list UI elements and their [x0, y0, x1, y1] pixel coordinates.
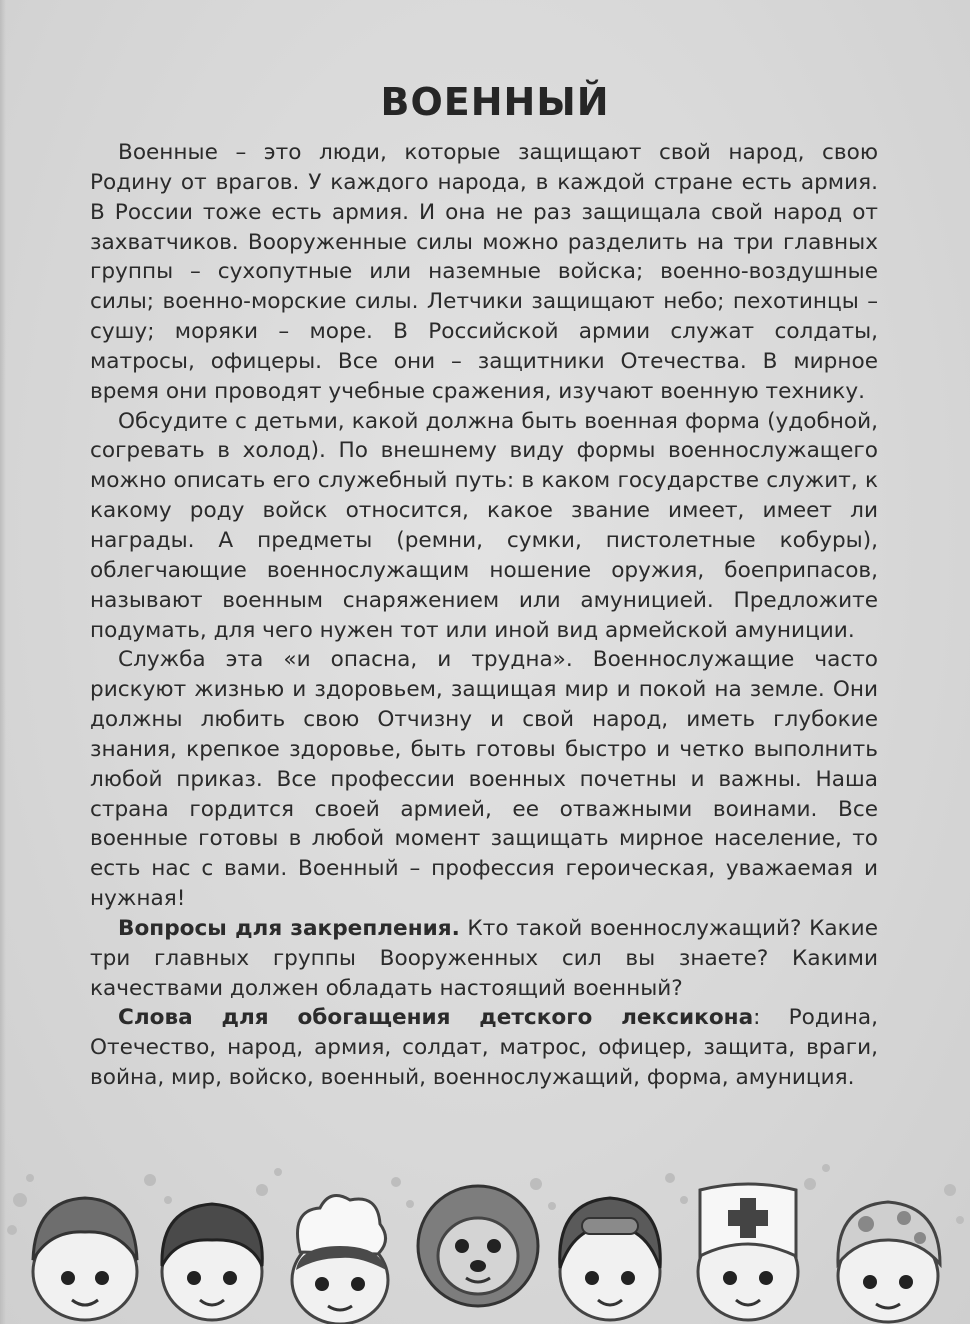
page-edge-shadow [0, 0, 6, 1324]
helmet-kid-icon [33, 1198, 137, 1320]
doctor-kid-icon [698, 1184, 798, 1320]
paragraph-3: Служба эта «и опасна, и трудна». Военнослужащие часто рискуют жизнью и здоровьем, защищая мир и покой на земле. Они должны любить свою Отчизну и свой народ, иметь глубокие знания, крепкое здоровье, быть готовы быстро и четко выполнить любой приказ. Все профессии военных почетны и важны. Наша страна гордится своей армией, ее отважными воинами. Все военные готовы в любой момент защищать мирное население, то есть нас с вами. Военный – профессия героическая, уважаемая и нужная! [90, 647, 878, 912]
chef-kid-icon [292, 1196, 388, 1324]
kids-faces-illustration [0, 1160, 970, 1324]
vocabulary-paragraph [90, 1003, 878, 1093]
kid-icon [162, 1204, 262, 1320]
vocabulary-text: : Родина, Отечество, народ, армия, солдат, матрос, офицер, защита, враги, война, мир, войско, военный, военнослужащий, форма, амуниция. [90, 1005, 878, 1091]
vocabulary-label: Слова для обогащения детского лексикона [118, 1005, 754, 1031]
questions-label: Вопросы для закрепления. [118, 915, 460, 941]
paragraph-2: Обсудите с детьми, какой должна быть военная форма (удобной, согревать в холод). По внешнему виду формы военнослужащего можно описать его служебный путь: в каком государстве служит, к какому роду войск относится, какое звание имеет, имеет ли награды. А предметы (ремни, сумки, пистолетные кобуры), облегчающие военнослужащим ношение оружия, боеприпасов, называют военным снаряжением или амуницией. Предложите подумать, для чего нужен тот или иной вид армейской амуниции. [90, 408, 878, 643]
pilot-kid-icon [560, 1198, 661, 1320]
lion-cub-icon [418, 1186, 538, 1306]
questions-text: Кто такой военнослужащий? Какие три главных группы Вооруженных сил вы знаете? Какими качествами должен обладать настоящий военный? [90, 915, 879, 1001]
questions-paragraph [90, 914, 878, 1004]
page-title: ВОЕННЫЙ [380, 80, 610, 124]
article-body [90, 138, 878, 1093]
camo-cap-kid-icon [838, 1202, 940, 1322]
paragraph-1: Военные – это люди, которые защищают свой народ, свою Родину от врагов. У каждого народа, в каждой стране есть армия. В России тоже есть армия. И она не раз защищала свой народ от захватчиков. Вооруженные силы можно разделить на три главных группы – сухопутные или наземные войска; военно-воздушные силы; военно-морские силы. Летчики защищают небо; пехотинцы – сушу; моряки – море. В Российской армии служат солдаты, матросы, офицеры. Все они – защитники Отечества. В мирное время они проводят учебные сражения, изучают военную технику. [90, 140, 878, 404]
